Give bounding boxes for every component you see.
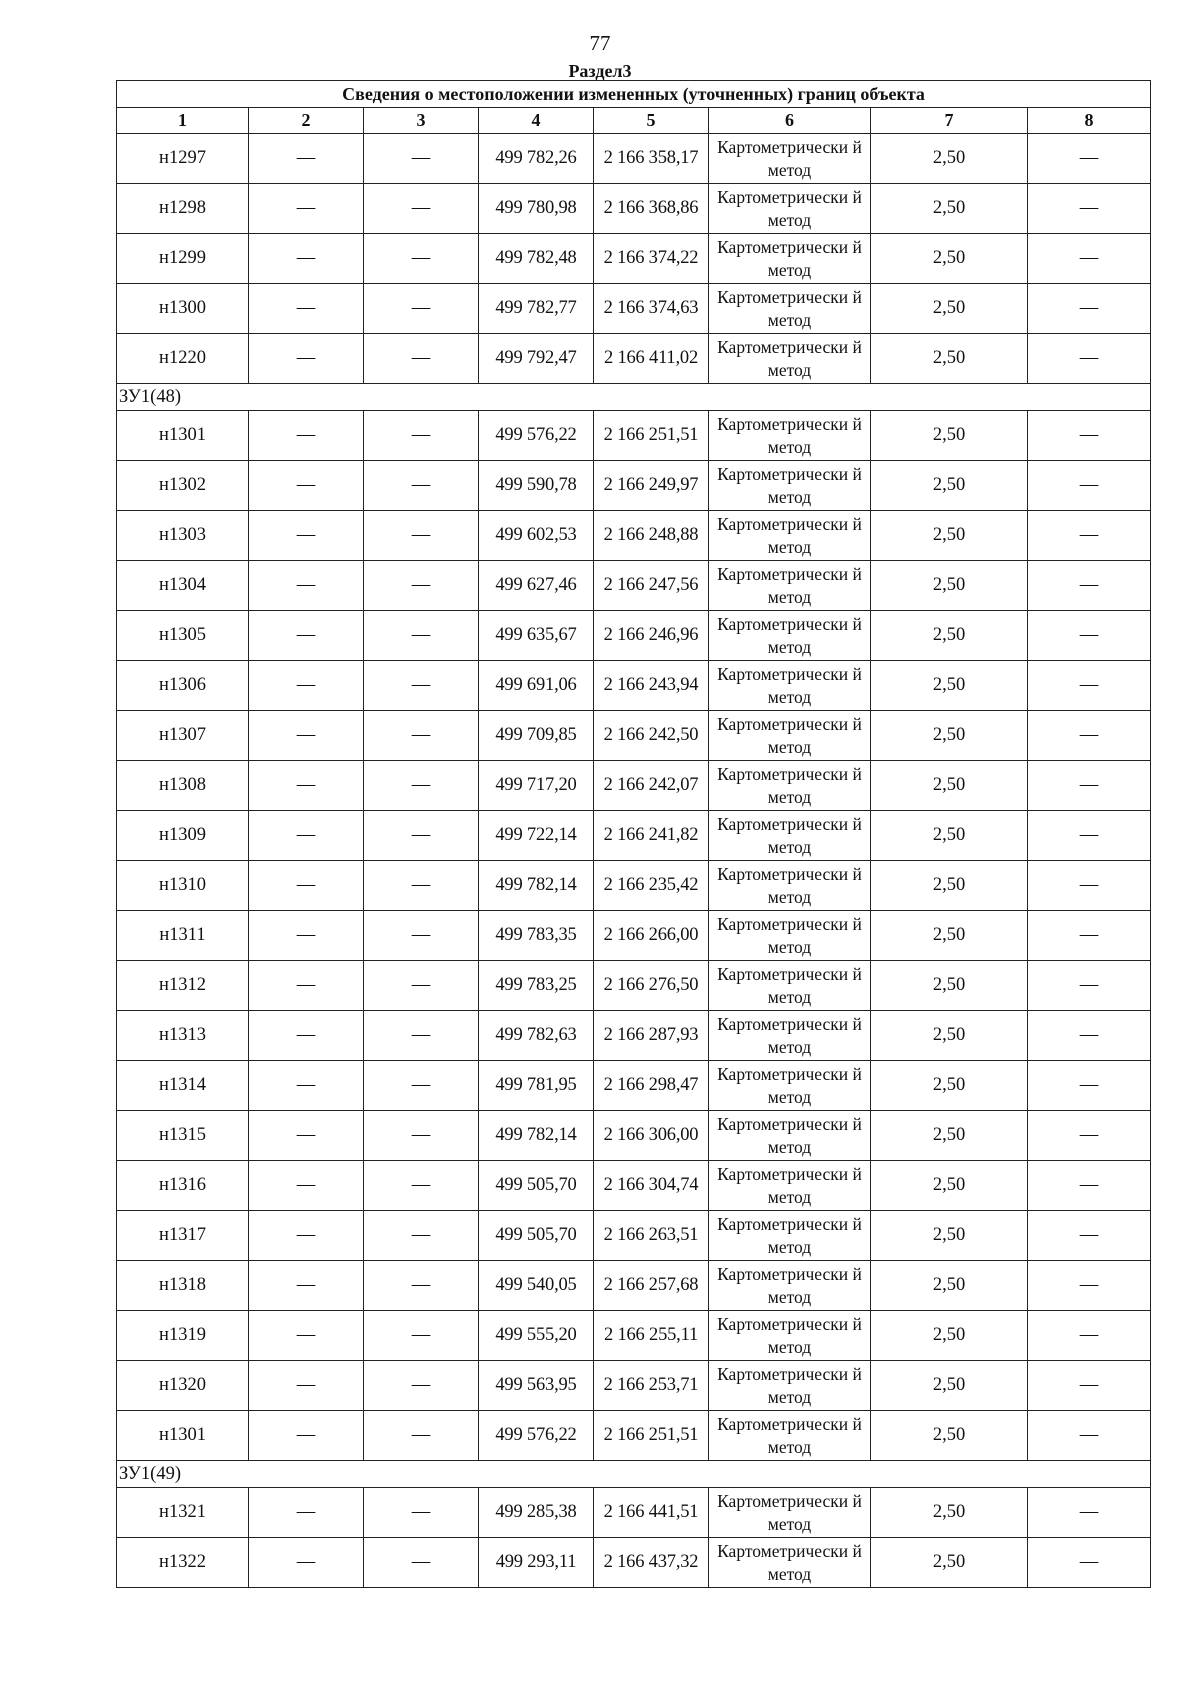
empty-dash-cell: — [1028,1311,1151,1361]
x-coordinate-cell: 499 792,47 [479,334,594,384]
point-number-cell: н1299 [117,234,249,284]
method-cell: Картометрически й метод [709,184,871,234]
empty-dash-cell: — [1028,611,1151,661]
y-coordinate-cell: 2 166 255,11 [594,1311,709,1361]
point-number-cell: н1309 [117,811,249,861]
empty-dash-cell: — [364,1111,479,1161]
method-cell: Картометрически й метод [709,611,871,661]
empty-dash-cell: — [364,961,479,1011]
empty-dash-cell: — [249,1011,364,1061]
y-coordinate-cell: 2 166 242,50 [594,711,709,761]
table-row [117,611,1151,661]
empty-dash-cell: — [249,911,364,961]
empty-dash-cell: — [249,611,364,661]
y-coordinate-cell: 2 166 247,56 [594,561,709,611]
table-row [117,461,1151,511]
accuracy-cell: 2,50 [871,611,1028,661]
empty-dash-cell: — [364,184,479,234]
method-cell: Картометрически й метод [709,1361,871,1411]
accuracy-cell: 2,50 [871,961,1028,1011]
table-row [117,234,1151,284]
y-coordinate-cell: 2 166 298,47 [594,1061,709,1111]
table-row [117,334,1151,384]
empty-dash-cell: — [249,1361,364,1411]
column-number: 7 [871,108,1028,134]
y-coordinate-cell: 2 166 304,74 [594,1161,709,1211]
x-coordinate-cell: 499 627,46 [479,561,594,611]
empty-dash-cell: — [1028,911,1151,961]
empty-dash-cell: — [249,1261,364,1311]
empty-dash-cell: — [1028,761,1151,811]
point-number-cell: н1320 [117,1361,249,1411]
table-row [117,1411,1151,1461]
point-number-cell: н1322 [117,1538,249,1588]
empty-dash-cell: — [1028,711,1151,761]
x-coordinate-cell: 499 691,06 [479,661,594,711]
point-number-cell: н1297 [117,134,249,184]
table-row [117,1538,1151,1588]
empty-dash-cell: — [364,411,479,461]
empty-dash-cell: — [249,1411,364,1461]
method-cell: Картометрически й метод [709,711,871,761]
y-coordinate-cell: 2 166 246,96 [594,611,709,661]
accuracy-cell: 2,50 [871,811,1028,861]
method-cell: Картометрически й метод [709,1011,871,1061]
empty-dash-cell: — [1028,184,1151,234]
x-coordinate-cell: 499 783,25 [479,961,594,1011]
method-cell: Картометрически й метод [709,1261,871,1311]
accuracy-cell: 2,50 [871,1538,1028,1588]
table-title: Сведения о местоположении измененных (уточненных) границ объекта [117,81,1151,108]
accuracy-cell: 2,50 [871,861,1028,911]
empty-dash-cell: — [1028,1161,1151,1211]
method-cell: Картометрически й метод [709,1061,871,1111]
method-cell: Картометрически й метод [709,911,871,961]
table-row [117,961,1151,1011]
empty-dash-cell: — [249,184,364,234]
empty-dash-cell: — [364,1161,479,1211]
accuracy-cell: 2,50 [871,1061,1028,1111]
method-cell: Картометрически й метод [709,461,871,511]
point-number-cell: н1305 [117,611,249,661]
empty-dash-cell: — [1028,1061,1151,1111]
table-row [117,661,1151,711]
x-coordinate-cell: 499 602,53 [479,511,594,561]
accuracy-cell: 2,50 [871,1311,1028,1361]
x-coordinate-cell: 499 563,95 [479,1361,594,1411]
y-coordinate-cell: 2 166 306,00 [594,1111,709,1161]
y-coordinate-cell: 2 166 248,88 [594,511,709,561]
method-cell: Картометрически й метод [709,1488,871,1538]
empty-dash-cell: — [249,661,364,711]
y-coordinate-cell: 2 166 358,17 [594,134,709,184]
empty-dash-cell: — [1028,811,1151,861]
empty-dash-cell: — [1028,284,1151,334]
empty-dash-cell: — [249,461,364,511]
point-number-cell: н1298 [117,184,249,234]
point-number-cell: н1316 [117,1161,249,1211]
empty-dash-cell: — [1028,1211,1151,1261]
table-row [117,134,1151,184]
column-number: 2 [249,108,364,134]
x-coordinate-cell: 499 576,22 [479,411,594,461]
point-number-cell: н1318 [117,1261,249,1311]
empty-dash-cell: — [1028,961,1151,1011]
x-coordinate-cell: 499 285,38 [479,1488,594,1538]
point-number-cell: н1306 [117,661,249,711]
table-row [117,1488,1151,1538]
table-row [117,1211,1151,1261]
accuracy-cell: 2,50 [871,1411,1028,1461]
point-number-cell: н1321 [117,1488,249,1538]
accuracy-cell: 2,50 [871,1488,1028,1538]
empty-dash-cell: — [364,861,479,911]
empty-dash-cell: — [1028,1261,1151,1311]
empty-dash-cell: — [249,1311,364,1361]
empty-dash-cell: — [364,1011,479,1061]
x-coordinate-cell: 499 782,77 [479,284,594,334]
accuracy-cell: 2,50 [871,184,1028,234]
accuracy-cell: 2,50 [871,711,1028,761]
x-coordinate-cell: 499 780,98 [479,184,594,234]
table-row [117,184,1151,234]
empty-dash-cell: — [1028,1411,1151,1461]
empty-dash-cell: — [1028,461,1151,511]
column-number-row [117,108,1151,134]
point-number-cell: н1319 [117,1311,249,1361]
accuracy-cell: 2,50 [871,1011,1028,1061]
point-number-cell: н1317 [117,1211,249,1261]
table-row [117,1361,1151,1411]
point-number-cell: н1220 [117,334,249,384]
table-row [117,811,1151,861]
empty-dash-cell: — [1028,661,1151,711]
y-coordinate-cell: 2 166 374,63 [594,284,709,334]
point-number-cell: н1315 [117,1111,249,1161]
table-row [117,1061,1151,1111]
y-coordinate-cell: 2 166 251,51 [594,1411,709,1461]
empty-dash-cell: — [1028,411,1151,461]
accuracy-cell: 2,50 [871,911,1028,961]
point-number-cell: н1310 [117,861,249,911]
table-row [117,1011,1151,1061]
empty-dash-cell: — [249,861,364,911]
empty-dash-cell: — [249,961,364,1011]
empty-dash-cell: — [364,1211,479,1261]
accuracy-cell: 2,50 [871,1261,1028,1311]
method-cell: Картометрически й метод [709,1111,871,1161]
empty-dash-cell: — [364,1311,479,1361]
empty-dash-cell: — [249,761,364,811]
x-coordinate-cell: 499 293,11 [479,1538,594,1588]
table-row [117,1111,1151,1161]
empty-dash-cell: — [364,234,479,284]
table-row [117,711,1151,761]
point-number-cell: н1301 [117,1411,249,1461]
empty-dash-cell: — [364,711,479,761]
empty-dash-cell: — [364,284,479,334]
x-coordinate-cell: 499 505,70 [479,1211,594,1261]
empty-dash-cell: — [249,1161,364,1211]
accuracy-cell: 2,50 [871,511,1028,561]
empty-dash-cell: — [1028,234,1151,284]
x-coordinate-cell: 499 576,22 [479,1411,594,1461]
table-row [117,861,1151,911]
empty-dash-cell: — [1028,861,1151,911]
table-row [117,1311,1151,1361]
column-number: 4 [479,108,594,134]
x-coordinate-cell: 499 783,35 [479,911,594,961]
method-cell: Картометрически й метод [709,511,871,561]
column-number: 3 [364,108,479,134]
point-number-cell: н1312 [117,961,249,1011]
point-number-cell: н1301 [117,411,249,461]
y-coordinate-cell: 2 166 249,97 [594,461,709,511]
x-coordinate-cell: 499 709,85 [479,711,594,761]
empty-dash-cell: — [364,1061,479,1111]
group-header-row [117,384,1151,411]
empty-dash-cell: — [364,1361,479,1411]
method-cell: Картометрически й метод [709,234,871,284]
empty-dash-cell: — [364,1538,479,1588]
empty-dash-cell: — [364,761,479,811]
empty-dash-cell: — [1028,511,1151,561]
accuracy-cell: 2,50 [871,1211,1028,1261]
x-coordinate-cell: 499 717,20 [479,761,594,811]
x-coordinate-cell: 499 722,14 [479,811,594,861]
y-coordinate-cell: 2 166 263,51 [594,1211,709,1261]
y-coordinate-cell: 2 166 235,42 [594,861,709,911]
method-cell: Картометрически й метод [709,1311,871,1361]
point-number-cell: н1311 [117,911,249,961]
accuracy-cell: 2,50 [871,1361,1028,1411]
column-number: 5 [594,108,709,134]
method-cell: Картометрически й метод [709,1538,871,1588]
x-coordinate-cell: 499 555,20 [479,1311,594,1361]
method-cell: Картометрически й метод [709,1211,871,1261]
empty-dash-cell: — [364,661,479,711]
y-coordinate-cell: 2 166 411,02 [594,334,709,384]
group-header-row [117,1461,1151,1488]
accuracy-cell: 2,50 [871,561,1028,611]
empty-dash-cell: — [364,511,479,561]
empty-dash-cell: — [249,134,364,184]
x-coordinate-cell: 499 781,95 [479,1061,594,1111]
empty-dash-cell: — [249,1111,364,1161]
y-coordinate-cell: 2 166 287,93 [594,1011,709,1061]
empty-dash-cell: — [249,411,364,461]
empty-dash-cell: — [249,1538,364,1588]
point-number-cell: н1304 [117,561,249,611]
table-row [117,911,1151,961]
y-coordinate-cell: 2 166 368,86 [594,184,709,234]
point-number-cell: н1308 [117,761,249,811]
accuracy-cell: 2,50 [871,1161,1028,1211]
empty-dash-cell: — [249,284,364,334]
method-cell: Картометрически й метод [709,1411,871,1461]
accuracy-cell: 2,50 [871,284,1028,334]
empty-dash-cell: — [1028,1538,1151,1588]
y-coordinate-cell: 2 166 253,71 [594,1361,709,1411]
table-row [117,511,1151,561]
y-coordinate-cell: 2 166 437,32 [594,1538,709,1588]
table-row [117,1161,1151,1211]
empty-dash-cell: — [364,461,479,511]
section-label: Раздел3 [568,61,632,81]
empty-dash-cell: — [249,561,364,611]
method-cell: Картометрически й метод [709,1161,871,1211]
table-row [117,561,1151,611]
empty-dash-cell: — [364,1488,479,1538]
y-coordinate-cell: 2 166 257,68 [594,1261,709,1311]
empty-dash-cell: — [249,1211,364,1261]
point-number-cell: н1303 [117,511,249,561]
point-number-cell: н1307 [117,711,249,761]
method-cell: Картометрически й метод [709,284,871,334]
table-row [117,1261,1151,1311]
y-coordinate-cell: 2 166 243,94 [594,661,709,711]
empty-dash-cell: — [249,234,364,284]
accuracy-cell: 2,50 [871,661,1028,711]
x-coordinate-cell: 499 590,78 [479,461,594,511]
method-cell: Картометрически й метод [709,861,871,911]
accuracy-cell: 2,50 [871,334,1028,384]
method-cell: Картометрически й метод [709,761,871,811]
point-number-cell: н1302 [117,461,249,511]
table-row [117,411,1151,461]
x-coordinate-cell: 499 782,63 [479,1011,594,1061]
x-coordinate-cell: 499 505,70 [479,1161,594,1211]
group-label: ЗУ1(48) [117,384,1151,411]
empty-dash-cell: — [1028,1488,1151,1538]
table-row [117,284,1151,334]
point-number-cell: н1314 [117,1061,249,1111]
empty-dash-cell: — [364,911,479,961]
empty-dash-cell: — [364,611,479,661]
empty-dash-cell: — [1028,1361,1151,1411]
method-cell: Картометрически й метод [709,811,871,861]
empty-dash-cell: — [1028,334,1151,384]
empty-dash-cell: — [1028,561,1151,611]
accuracy-cell: 2,50 [871,234,1028,284]
y-coordinate-cell: 2 166 276,50 [594,961,709,1011]
column-number: 8 [1028,108,1151,134]
boundary-coordinates-table [116,80,1151,1588]
y-coordinate-cell: 2 166 374,22 [594,234,709,284]
method-cell: Картометрически й метод [709,561,871,611]
accuracy-cell: 2,50 [871,134,1028,184]
empty-dash-cell: — [364,1411,479,1461]
x-coordinate-cell: 499 635,67 [479,611,594,661]
y-coordinate-cell: 2 166 251,51 [594,411,709,461]
table-row [117,761,1151,811]
empty-dash-cell: — [364,334,479,384]
empty-dash-cell: — [249,811,364,861]
method-cell: Картометрически й метод [709,661,871,711]
method-cell: Картометрически й метод [709,134,871,184]
empty-dash-cell: — [249,1488,364,1538]
accuracy-cell: 2,50 [871,461,1028,511]
x-coordinate-cell: 499 782,48 [479,234,594,284]
accuracy-cell: 2,50 [871,761,1028,811]
empty-dash-cell: — [1028,1111,1151,1161]
empty-dash-cell: — [1028,134,1151,184]
empty-dash-cell: — [364,811,479,861]
empty-dash-cell: — [364,134,479,184]
x-coordinate-cell: 499 782,14 [479,861,594,911]
point-number-cell: н1313 [117,1011,249,1061]
empty-dash-cell: — [249,1061,364,1111]
column-number: 6 [709,108,871,134]
page-number: 77 [589,31,611,55]
group-label: ЗУ1(49) [117,1461,1151,1488]
accuracy-cell: 2,50 [871,1111,1028,1161]
accuracy-cell: 2,50 [871,411,1028,461]
x-coordinate-cell: 499 540,05 [479,1261,594,1311]
method-cell: Картометрически й метод [709,411,871,461]
empty-dash-cell: — [249,711,364,761]
empty-dash-cell: — [364,1261,479,1311]
empty-dash-cell: — [364,561,479,611]
x-coordinate-cell: 499 782,26 [479,134,594,184]
x-coordinate-cell: 499 782,14 [479,1111,594,1161]
column-number: 1 [117,108,249,134]
y-coordinate-cell: 2 166 266,00 [594,911,709,961]
empty-dash-cell: — [1028,1011,1151,1061]
y-coordinate-cell: 2 166 242,07 [594,761,709,811]
method-cell: Картометрически й метод [709,961,871,1011]
empty-dash-cell: — [249,511,364,561]
method-cell: Картометрически й метод [709,334,871,384]
point-number-cell: н1300 [117,284,249,334]
y-coordinate-cell: 2 166 441,51 [594,1488,709,1538]
empty-dash-cell: — [249,334,364,384]
y-coordinate-cell: 2 166 241,82 [594,811,709,861]
